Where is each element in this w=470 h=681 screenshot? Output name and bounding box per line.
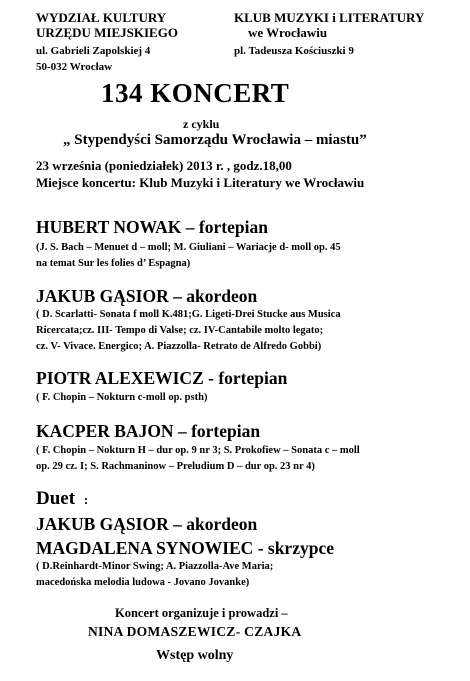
performer-name: HUBERT NOWAK – fortepian	[36, 217, 268, 237]
organizer-host-name: NINA DOMASZEWICZ- CZAJKA	[88, 624, 302, 639]
concert-title: 134 KONCERT	[101, 78, 290, 108]
performer-program-line: na temat Sur les folies d’ Espagna)	[36, 258, 191, 269]
performer-name: KACPER BAJON – fortepian	[36, 421, 261, 441]
duet-program-line: macedońska melodia ludowa - Jovano Jovanke)	[36, 577, 250, 588]
concert-date: 23 września (poniedziałek) 2013 r. , godz.18,00	[36, 158, 292, 173]
performer-program-line: ( F. Chopin – Nokturn H – dur op. 9 nr 3; S. Prokofiew – Sonata c – moll	[36, 445, 360, 456]
organizer-name-line1: WYDZIAŁ KULTURY	[36, 10, 167, 25]
cycle-intro: z cyklu	[183, 117, 220, 131]
performer-program-line: ( D. Scarlatti- Sonata f moll K.481;G. Ligeti-Drei Stucke aus Musica	[36, 309, 341, 320]
duet-performer: JAKUB GĄSIOR – akordeon	[36, 514, 258, 534]
organizer-line: Koncert organizuje i prowadzi –	[115, 606, 288, 620]
venue-club-name-line2: we Wrocławiu	[248, 25, 328, 40]
venue-club-name-line1: KLUB MUZYKI i LITERATURY	[234, 10, 425, 25]
performer-name: PIOTR ALEXEWICZ - fortepian	[36, 368, 288, 388]
admission-info: Wstęp wolny	[156, 648, 234, 663]
performer-program-line: cz. V- Vivace. Energico; A. Piazzolla- Retrato de Alfredo Gobbi)	[36, 341, 322, 352]
performer-name: JAKUB GĄSIOR – akordeon	[36, 286, 258, 306]
performer-program-line: Ricercata;cz. III- Tempo di Valse; cz. IV-Cantabile molto legato;	[36, 325, 324, 336]
venue-club-address: pl. Tadeusza Kościuszki 9	[234, 45, 354, 57]
duet-label: Duet	[36, 488, 76, 509]
duet-performer: MAGDALENA SYNOWIEC - skrzypce	[36, 538, 334, 558]
performer-program-line: (J. S. Bach – Menuet d – moll; M. Giuliani – Wariacje d- moll op. 45	[36, 242, 341, 253]
duet-heading	[36, 488, 88, 510]
organizer-address-line2: 50-032 Wrocław	[36, 61, 113, 73]
cycle-name: „ Stypendyści Samorządu Wrocławia – miastu”	[63, 132, 367, 148]
performer-program-line: op. 29 cz. I; S. Rachmaninow – Preludium D – dur op. 23 nr 4)	[36, 461, 315, 472]
organizer-address-line1: ul. Gabrieli Zapolskiej 4	[36, 45, 151, 57]
performer-program-line: ( F. Chopin – Nokturn c-moll op. psth)	[36, 392, 208, 403]
duet-colon: :	[83, 492, 89, 507]
concert-venue: Miejsce koncertu: Klub Muzyki i Literatury we Wrocławiu	[36, 175, 365, 190]
organizer-name-line2: URZĘDU MIEJSKIEGO	[36, 25, 178, 40]
duet-program-line: ( D.Reinhardt-Minor Swing; A. Piazzolla-Ave Maria;	[36, 561, 274, 572]
